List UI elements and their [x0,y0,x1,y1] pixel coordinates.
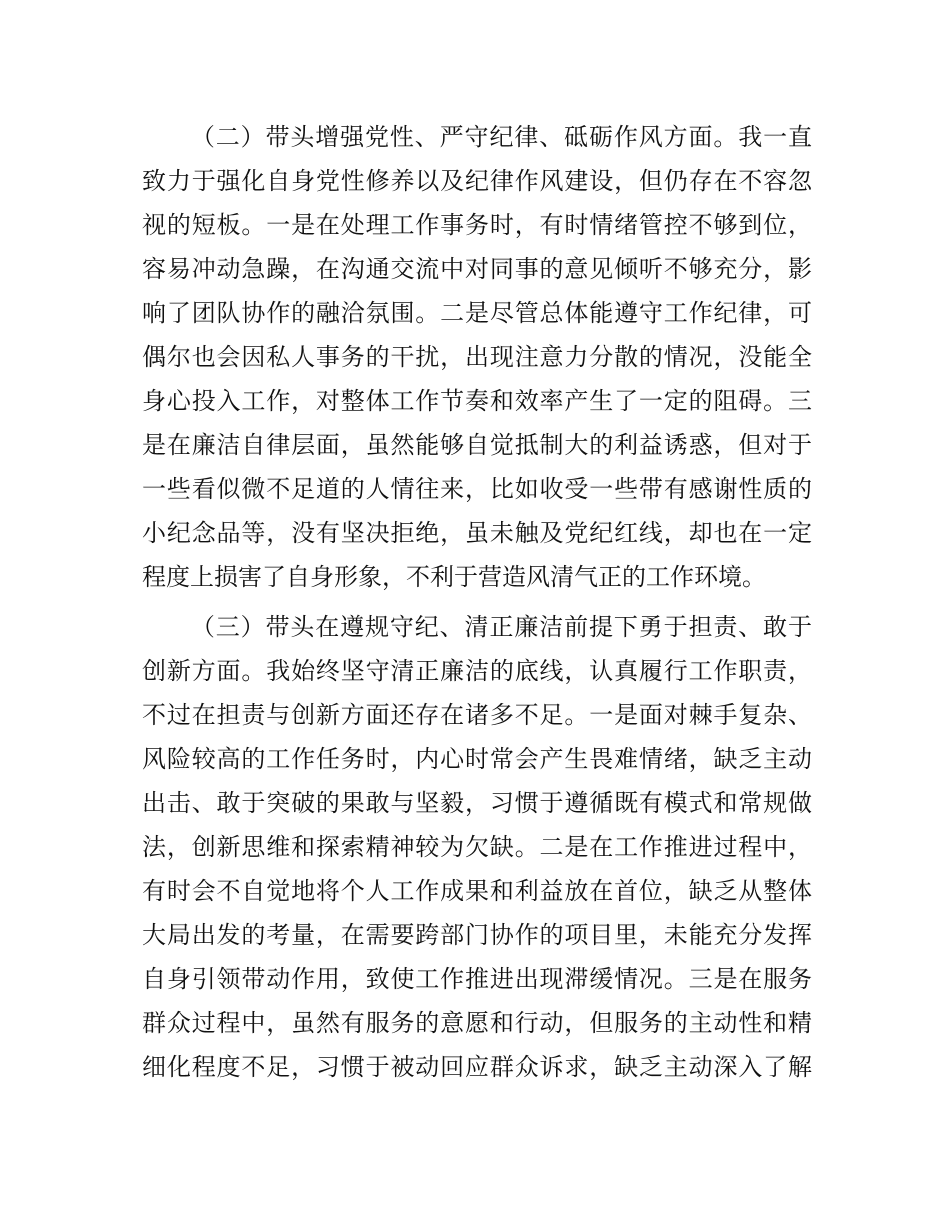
text-line: 身心投入工作，对整体工作节奏和效率产生了一定的阻碍。三 [142,387,812,415]
text-line: 偶尔也会因私人事务的干扰，出现注意力分散的情况，没能全 [142,343,812,371]
text-line: 响了团队协作的融洽氛围。二是尽管总体能遵守工作纪律，可 [142,299,812,327]
document-body [142,115,812,1089]
text-line: 细化程度不足，习惯于被动回应群众诉求，缺乏主动深入了解 [142,1053,812,1081]
text-line: （三）带头在遵规守纪、清正廉洁前提下勇于担责、敢于 [190,613,812,641]
text-line: 法，创新思维和探索精神较为欠缺。二是在工作推进过程中， [142,833,812,861]
text-line: （二）带头增强党性、严守纪律、砥砺作风方面。我一直 [190,123,812,151]
text-line: 程度上损害了自身形象，不利于营造风清气正的工作环境。 [142,563,766,591]
text-line: 群众过程中，虽然有服务的意愿和行动，但服务的主动性和精 [142,1009,812,1037]
text-line: 视的短板。一是在处理工作事务时，有时情绪管控不够到位， [142,211,812,239]
text-line: 不过在担责与创新方面还存在诸多不足。一是面对棘手复杂、 [142,701,812,729]
text-line: 是在廉洁自律层面，虽然能够自觉抵制大的利益诱惑，但对于 [142,431,812,459]
text-line: 容易冲动急躁，在沟通交流中对同事的意见倾听不够充分，影 [142,255,812,283]
text-line: 大局出发的考量，在需要跨部门协作的项目里，未能充分发挥 [142,921,812,949]
text-line: 出击、敢于突破的果敢与坚毅，习惯于遵循既有模式和常规做 [142,789,812,817]
paragraph-two [142,115,812,599]
text-line: 有时会不自觉地将个人工作成果和利益放在首位，缺乏从整体 [142,877,812,905]
text-line: 风险较高的工作任务时，内心时常会产生畏难情绪，缺乏主动 [142,745,812,773]
text-line: 创新方面。我始终坚守清正廉洁的底线，认真履行工作职责， [142,657,812,685]
text-line: 致力于强化自身党性修养以及纪律作风建设，但仍存在不容忽 [142,167,812,195]
text-line: 自身引领带动作用，致使工作推进出现滞缓情况。三是在服务 [142,965,812,993]
paragraph-three [142,605,812,1089]
text-line: 一些看似微不足道的人情往来，比如收受一些带有感谢性质的 [142,475,812,503]
text-line: 小纪念品等，没有坚决拒绝，虽未触及党纪红线，却也在一定 [142,519,812,547]
